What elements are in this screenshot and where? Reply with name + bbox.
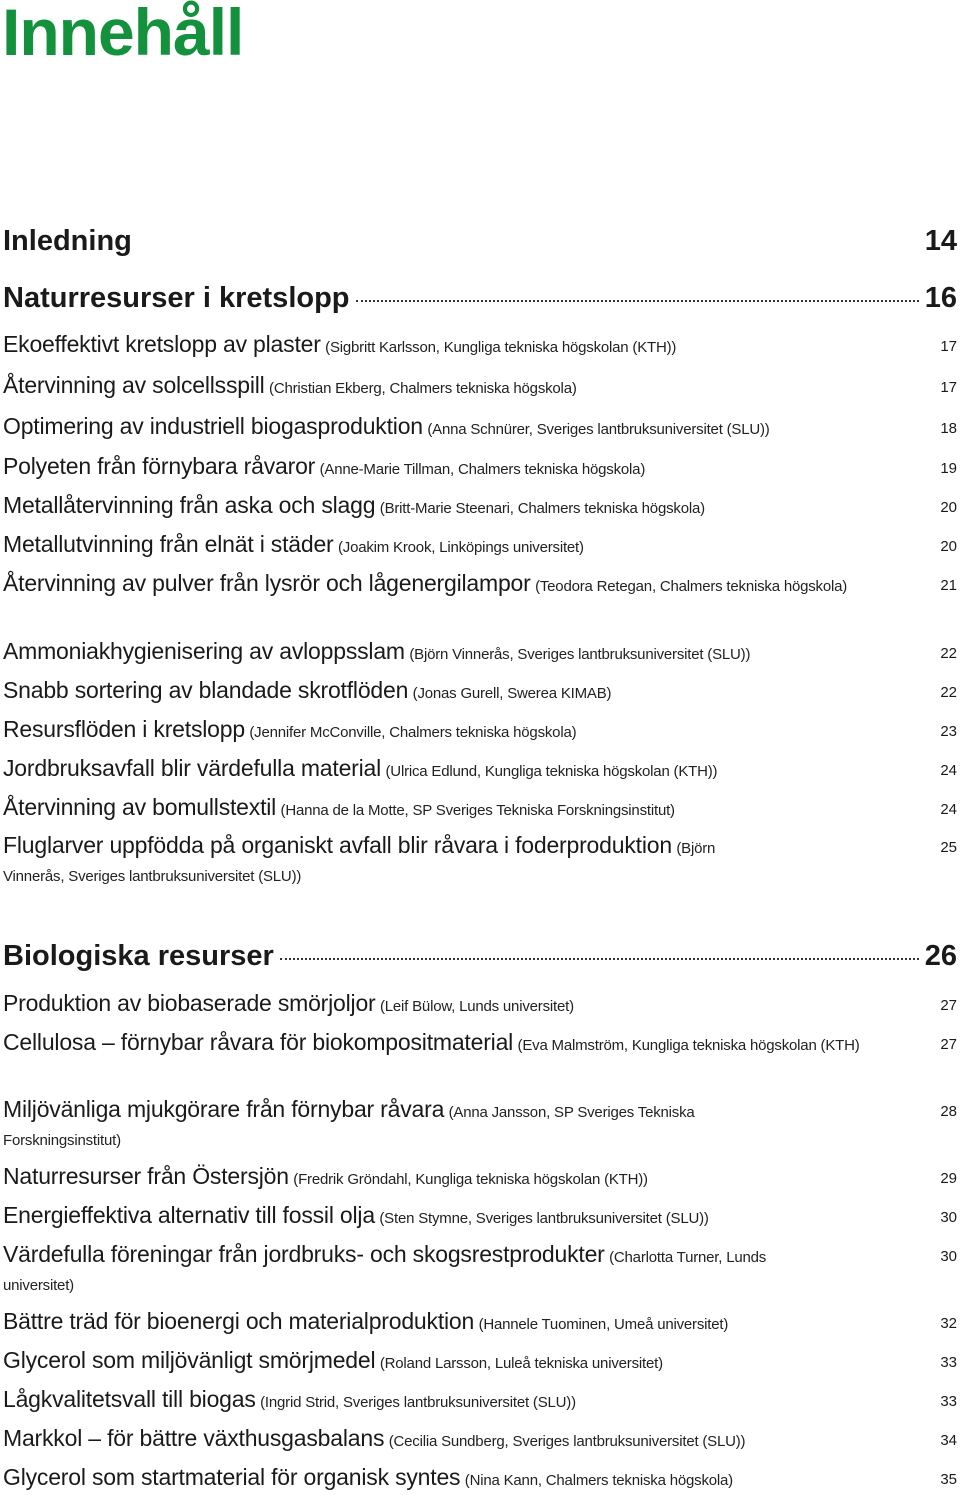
entry-authors: (Björn Vinnerås, Sveriges lantbruksuniversitet (SLU)) — [3, 840, 716, 885]
entry-authors: (Joakim Krook, Linköpings universitet) — [337, 539, 584, 556]
entry-title: Miljövänliga mjukgörare från förnybar råvara — [3, 1096, 445, 1122]
entry-authors: (Anna Schnürer, Sveriges lantbruksuniversitet (SLU)) — [427, 421, 770, 438]
entry-authors: (Fredrik Gröndahl, Kungliga tekniska högskolan (KTH)) — [293, 1171, 648, 1188]
entry-page: 17 — [940, 379, 957, 396]
entry-page: 30 — [940, 1248, 957, 1265]
toc-entry[interactable] — [3, 637, 957, 669]
entry-title: Metallutvinning från elnät i städer — [3, 531, 334, 557]
entry-authors: (Christian Ekberg, Chalmers tekniska högskola) — [269, 380, 577, 397]
leader-dots — [356, 300, 919, 302]
toc-section-inledning[interactable] — [3, 226, 957, 258]
leader-dots — [280, 958, 919, 960]
entry-title: Bättre träd för bioenergi och materialproduktion — [3, 1308, 475, 1334]
entry-authors: (Ingrid Strid, Sveriges lantbruksuniversitet (SLU)) — [260, 1394, 576, 1411]
entry-title: Polyeten från förnybara råvaror — [3, 453, 316, 479]
entry-authors: (Anna Jansson, SP Sveriges Tekniska Forskningsinstitut) — [3, 1104, 695, 1149]
entry-page: 17 — [940, 338, 957, 355]
entry-title: Återvinning av solcellsspill — [3, 372, 265, 398]
toc-entry[interactable] — [3, 676, 957, 708]
section-label: Naturresurser i kretslopp — [3, 282, 350, 314]
entry-page: 33 — [940, 1354, 957, 1371]
entry-title: Optimering av industriell biogasproduktion — [3, 413, 423, 439]
toc-entry[interactable] — [3, 1346, 957, 1378]
entry-page: 24 — [940, 762, 957, 779]
entry-authors: (Nina Kann, Chalmers tekniska högskola) — [464, 1472, 733, 1489]
toc-entry[interactable] — [3, 330, 957, 362]
entry-title: Jordbruksavfall blir värdefulla material — [3, 755, 382, 781]
section-label: Biologiska resurser — [3, 940, 274, 972]
entry-title: Glycerol som startmaterial för organisk syntes — [3, 1464, 461, 1490]
entry-authors: (Roland Larsson, Luleå tekniska universitet) — [379, 1355, 663, 1372]
entry-authors: (Teodora Retegan, Chalmers tekniska högskola) — [535, 578, 848, 595]
entry-page: 20 — [940, 499, 957, 516]
toc-entry[interactable] — [3, 1095, 957, 1155]
toc-entry[interactable] — [3, 754, 957, 786]
entry-authors: (Charlotta Turner, Lunds universitet) — [3, 1249, 767, 1294]
page-title: Innehåll — [2, 0, 244, 69]
section-page: 14 — [924, 225, 957, 257]
entry-authors: (Ulrica Edlund, Kungliga tekniska högskolan (KTH)) — [385, 763, 718, 780]
toc-entry[interactable] — [3, 715, 957, 747]
toc-section-biologiska[interactable] — [3, 941, 957, 973]
entry-authors: (Björn Vinnerås, Sveriges lantbruksuniversitet (SLU)) — [409, 646, 751, 663]
entry-title: Fluglarver uppfödda på organiskt avfall blir råvara i foderproduktion — [3, 832, 672, 858]
toc-entry[interactable] — [3, 1201, 957, 1233]
entry-page: 29 — [940, 1170, 957, 1187]
entry-authors: (Sigbritt Karlsson, Kungliga tekniska högskolan (KTH)) — [325, 339, 677, 356]
entry-page: 24 — [940, 801, 957, 818]
toc-entry[interactable] — [3, 412, 957, 444]
section-page: 16 — [924, 282, 957, 314]
entry-title: Återvinning av pulver från lysrör och lågenergilampor — [3, 570, 531, 596]
entry-page: 27 — [940, 1036, 957, 1053]
entry-page: 23 — [940, 723, 957, 740]
entry-title: Glycerol som miljövänligt smörjmedel — [3, 1347, 376, 1373]
toc-entry[interactable] — [3, 452, 957, 484]
entry-page: 33 — [940, 1393, 957, 1410]
entry-title: Naturresurser från Östersjön — [3, 1163, 289, 1189]
entry-title: Snabb sortering av blandade skrotflöden — [3, 677, 409, 703]
toc-entry[interactable] — [3, 1463, 957, 1495]
entry-title: Metallåtervinning från aska och slagg — [3, 492, 376, 518]
entry-title: Värdefulla föreningar från jordbruks- och skogsrestprodukter — [3, 1241, 605, 1267]
entry-authors: (Sten Stymne, Sveriges lantbruksuniversitet (SLU)) — [379, 1210, 709, 1227]
entry-authors: (Eva Malmström, Kungliga tekniska högskolan (KTH) — [517, 1037, 860, 1054]
toc-entry[interactable] — [3, 371, 957, 403]
toc-entry[interactable] — [3, 1385, 957, 1417]
section-label: Inledning — [3, 225, 132, 257]
entry-title: Markkol – för bättre växthusgasbalans — [3, 1425, 385, 1451]
toc-entry[interactable] — [3, 569, 957, 601]
entry-page: 21 — [940, 577, 957, 594]
entry-page: 19 — [940, 460, 957, 477]
section-page: 26 — [924, 940, 957, 972]
toc-entry[interactable] — [3, 491, 957, 523]
toc-entry[interactable] — [3, 1424, 957, 1456]
entry-page: 20 — [940, 538, 957, 555]
entry-page: 30 — [940, 1209, 957, 1226]
toc-entry[interactable] — [3, 1162, 957, 1194]
entry-title: Resursflöden i kretslopp — [3, 716, 245, 742]
toc-entry[interactable] — [3, 1307, 957, 1339]
entry-page: 22 — [940, 684, 957, 701]
entry-authors: (Britt-Marie Steenari, Chalmers tekniska högskola) — [379, 500, 705, 517]
entry-title: Produktion av biobaserade smörjoljor — [3, 990, 376, 1016]
toc-section-naturresurser[interactable] — [3, 283, 957, 315]
entry-title: Ekoeffektivt kretslopp av plaster — [3, 331, 321, 357]
entry-title: Ammoniakhygienisering av avloppsslam — [3, 638, 405, 664]
toc-entry[interactable] — [3, 989, 957, 1021]
entry-page: 28 — [940, 1103, 957, 1120]
entry-page: 32 — [940, 1315, 957, 1332]
entry-authors: (Jonas Gurell, Swerea KIMAB) — [412, 685, 612, 702]
entry-page: 18 — [940, 420, 957, 437]
toc-entry[interactable] — [3, 1240, 957, 1300]
toc-entry[interactable] — [3, 530, 957, 562]
entry-authors: (Hanna de la Motte, SP Sveriges Tekniska Forskningsinstitut) — [280, 802, 675, 819]
entry-title: Energieffektiva alternativ till fossil olja — [3, 1202, 375, 1228]
entry-page: 22 — [940, 645, 957, 662]
entry-authors: (Jennifer McConville, Chalmers tekniska högskola) — [249, 724, 577, 741]
entry-authors: (Leif Bülow, Lunds universitet) — [379, 998, 574, 1015]
entry-page: 35 — [940, 1471, 957, 1488]
entry-title: Cellulosa – förnybar råvara för biokompositmaterial — [3, 1029, 514, 1055]
entry-authors: (Anne-Marie Tillman, Chalmers tekniska högskola) — [319, 461, 646, 478]
entry-page: 25 — [940, 839, 957, 856]
entry-title: Lågkvalitetsvall till biogas — [3, 1386, 256, 1412]
entry-page: 27 — [940, 997, 957, 1014]
entry-page: 34 — [940, 1432, 957, 1449]
entry-title: Återvinning av bomullstextil — [3, 794, 277, 820]
entry-authors: (Hannele Tuominen, Umeå universitet) — [478, 1316, 729, 1333]
entry-authors: (Cecilia Sundberg, Sveriges lantbruksuniversitet (SLU)) — [388, 1433, 746, 1450]
toc-entry[interactable] — [3, 831, 957, 891]
toc-entry[interactable] — [3, 793, 957, 825]
toc-entry[interactable] — [3, 1028, 957, 1060]
